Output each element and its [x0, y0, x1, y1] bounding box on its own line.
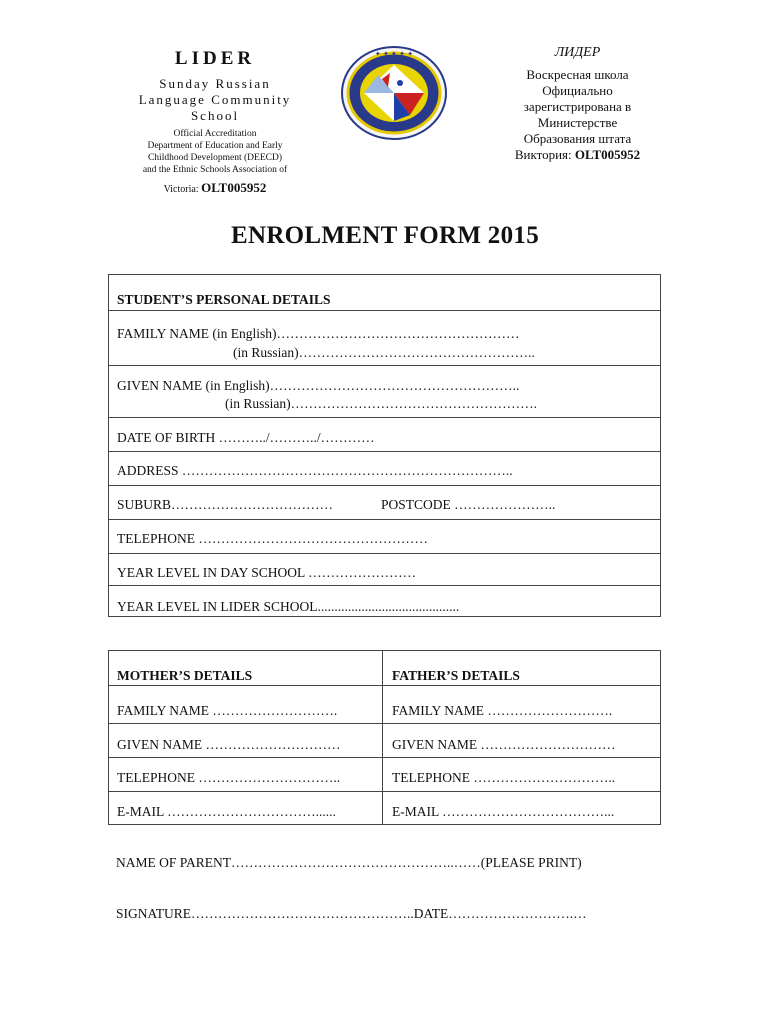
postcode-field[interactable]: POSTCODE …………………..	[381, 497, 556, 512]
school-name-ru: ЛИДЕР	[554, 45, 601, 60]
suburb-field[interactable]: SUBURB………………………………	[117, 497, 334, 512]
accreditation-line-1: Official Accreditation	[173, 129, 257, 139]
mother-given-name-field[interactable]: GIVEN NAME …………………………	[117, 737, 341, 752]
given-name-russian-field[interactable]: (in Russian)……………………………………………….	[225, 396, 537, 411]
student-heading: STUDENT’S PERSONAL DETAILS	[117, 292, 331, 307]
mother-heading: MOTHER’S DETAILS	[117, 668, 253, 683]
registration-code: OLT005952	[201, 180, 267, 195]
given-name-english-field[interactable]: GIVEN NAME (in English)………………………………………………..	[117, 378, 520, 393]
form-title: ENROLMENT FORM 2015	[230, 222, 540, 249]
parent-name-field[interactable]: NAME OF PARENT…………………………………………..……(PLEASE PRINT)	[116, 855, 582, 870]
ru-line-5: Образования штата	[523, 131, 632, 146]
address-field[interactable]: ADDRESS ………………………………………………………………..	[117, 463, 513, 478]
mother-family-name-field[interactable]: FAMILY NAME ……………………….	[117, 703, 338, 718]
mother-email-field[interactable]: E-MAIL ……………………………......	[117, 804, 336, 819]
accreditation-line-4: and the Ethnic Schools Association of	[142, 165, 288, 175]
school-header-english	[105, 48, 325, 196]
date-of-birth-field[interactable]: DATE OF BIRTH ………../………../…………	[117, 430, 375, 445]
father-heading: FATHER’S DETAILS	[392, 668, 520, 683]
father-telephone-field[interactable]: TELEPHONE …………………………..	[392, 770, 616, 785]
accreditation-line-3: Childhood Development (DEECD)	[147, 153, 283, 163]
ru-line-4: Министерстве	[537, 115, 618, 130]
accreditation-line-2: Department of Education and Early	[147, 141, 283, 151]
father-email-field[interactable]: E-MAIL ………………………………...	[392, 804, 615, 819]
ru-line-2: Официально	[542, 83, 613, 98]
mother-telephone-field[interactable]: TELEPHONE …………………………..	[117, 770, 341, 785]
school-name: LIDER	[174, 48, 256, 69]
registration-line	[105, 180, 325, 196]
school-header-russian	[495, 45, 660, 163]
student-details-table	[108, 274, 661, 617]
school-line-3: School	[190, 108, 240, 123]
family-name-russian-field[interactable]: (in Russian)……………………………………………..	[233, 345, 535, 360]
school-line-2: Language Community	[138, 92, 292, 107]
ru-registration-line	[495, 147, 660, 163]
signature-date-field[interactable]: SIGNATURE…………………………………………..DATE……………………….…	[116, 906, 587, 921]
telephone-field[interactable]: TELEPHONE ……………………………………………	[117, 531, 428, 546]
svg-text:✦ ✦ ✦ ✦ ✦: ✦ ✦ ✦ ✦ ✦	[374, 50, 414, 58]
ru-line-1: Воскресная школа	[526, 67, 629, 82]
school-logo	[338, 43, 450, 143]
parents-details-table	[108, 650, 661, 825]
ru-region-label: Виктория:	[514, 147, 572, 162]
year-level-day-school-field[interactable]: YEAR LEVEL IN DAY SCHOOL ……………………	[117, 565, 417, 580]
ru-registration-code: OLT005952	[574, 147, 641, 162]
father-given-name-field[interactable]: GIVEN NAME …………………………	[392, 737, 616, 752]
father-family-name-field[interactable]: FAMILY NAME ……………………….	[392, 703, 613, 718]
school-line-1: Sunday Russian	[159, 76, 271, 91]
year-level-lider-school-field[interactable]: YEAR LEVEL IN LIDER SCHOOL..........................................	[117, 599, 460, 614]
ru-line-3: зарегистрирована в	[523, 99, 632, 114]
region-label: Victoria:	[163, 184, 199, 195]
family-name-english-field[interactable]: FAMILY NAME (in English)………………………………………………	[117, 326, 520, 341]
